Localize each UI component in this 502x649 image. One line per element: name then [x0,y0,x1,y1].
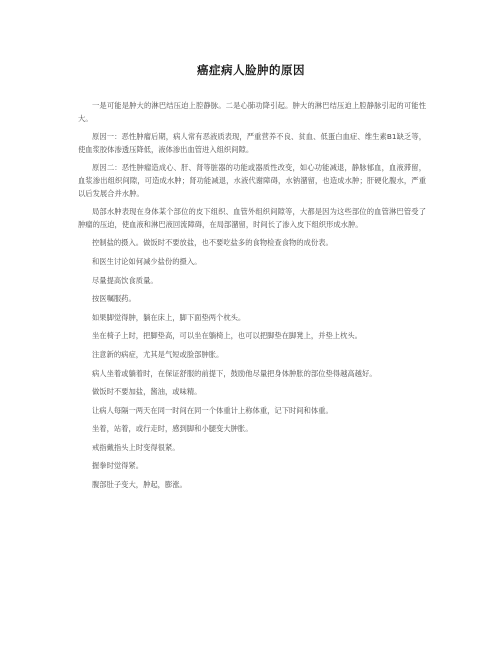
paragraph: 如果脚觉得肿，躺在床上，脚下面垫两个枕头。 [92,312,246,322]
paragraph: 控制盐的摄入。做饭时不要放盐，也不要吃盐多的食物检查食物的成份表。 [92,238,333,248]
paragraph: 一是可能是肿大的淋巴结压迫上腔静脉。二是心肺功降引起。肿大的淋巴结压迫上腔静脉引起的可能性大。 [78,101,426,123]
paragraph: 局部水肿表现在身体某个部位的皮下组织、血管外组织间隙等，大都是因为这些部位的血管淋巴管受了肿瘤的压迫，使血液和淋巴液回流障碍，在局部潴留，时间长了渗入皮下组织形成水肿。 [78,207,426,229]
paragraph: 坐在椅子上时，把脚垫高，可以坐在躺椅上，也可以把脚垫在脚凳上，并垫上枕头。 [92,331,362,341]
paragraph: 原因一：恶性肿瘤后期，病人常有恶液质表现，严重营养不良、贫血、低蛋白血症、维生素B1缺乏等，使血浆胶体渗透压降低，液体渗出血管进入组织间隙。 [78,132,426,154]
paragraph: 原因二：恶性肿瘤造成心、肝、肾等脏器的功能或器质性改变，如心功能减退，静脉郁血，血液滞留，血浆渗出组织间隙，可造成水肿；肾功能减退，水液代谢障碍，水钠潴留，也造成水肿；肝硬化腹水，严重以后发展合并水肿。 [78,163,426,198]
document-body [78,100,426,498]
paragraph: 让病人每隔一两天在同一时间在同一个体重计上称体重，记下时间和体重。 [92,405,333,415]
document-title: 癌症病人脸肿的原因 [197,63,305,77]
paragraph: 注意新的病症，尤其是气短或脸部肿胀。 [92,349,224,359]
paragraph: 做饭时不要加盐，酱油，或味精。 [92,387,202,397]
paragraph: 坐着，站着，或行走时，感到脚和小腿变大肿胀。 [92,424,253,434]
paragraph: 按医嘱服药。 [92,294,136,304]
paragraph: 戒指戴指头上时变得很紧。 [92,442,180,452]
paragraph: 病人坐着或躺着时，在保证舒服的前提下，鼓励他尽量把身体肿胀的部位垫得越高越好。 [92,368,377,378]
paragraph: 腹部肚子变大，肿起，膨涨。 [92,480,187,490]
paragraph: 握拳时觉得紧。 [92,461,144,471]
paragraph: 和医生讨论如何减少盐份的摄入。 [92,256,202,266]
paragraph: 尽量提高饮食质量。 [92,275,158,285]
